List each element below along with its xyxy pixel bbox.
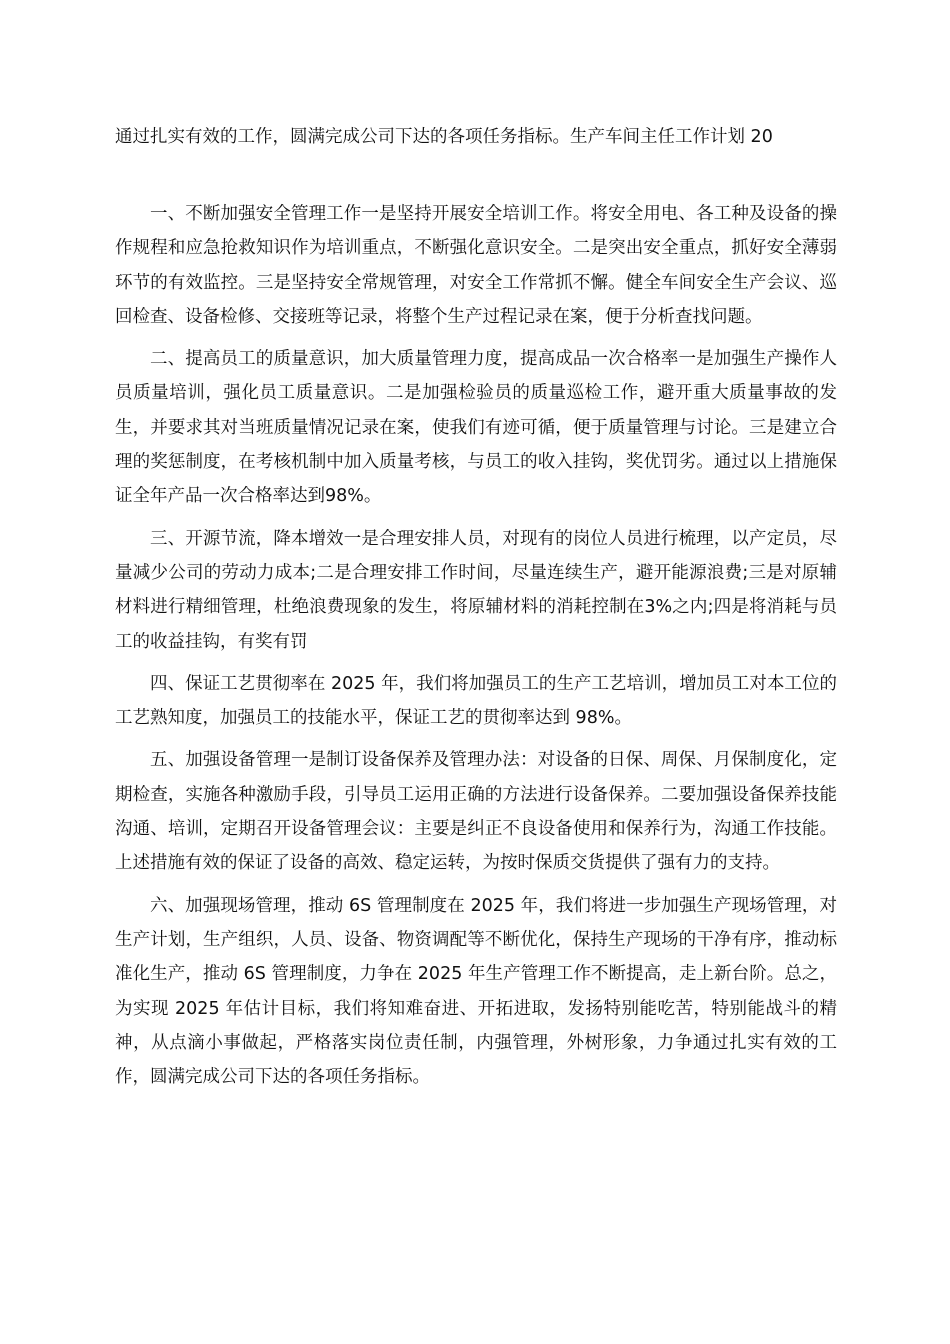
paragraph-equipment: 五、加强设备管理一是制订设备保养及管理办法：对设备的日保、周保、月保制度化，定期检查，实施各种激励手段，引导员工运用正确的方法进行设备保养。二要加强设备保养技能沟通、培训，定期召开设备管理会议：主要是纠正不良设备使用和保养行为，沟通工作技能。上述措施有效的保证了设备的高效、稳定运转，为按时保质交货提供了强有力的支持。: [115, 750, 837, 874]
paragraph-process: 四、保证工艺贯彻率在 2025 年，我们将加强员工的生产工艺培训，增加员工对本工位的工艺熟知度，加强员工的技能水平，保证工艺的贯彻率达到 98%。: [115, 673, 837, 729]
paragraph-site-management: 六、加强现场管理，推动 6S 管理制度在 2025 年，我们将进一步加强生产现场管理，对生产计划，生产组织，人员、设备、物资调配等不断优化，保持生产现场的干净有序，推动标准化生产，推动 6S 管理制度，力争在 2025 年生产管理工作不断提高，走上新台阶。总之，为实现 2025 年估计目标，我们将知难奋进、开拓进取，发扬特别能吃苦，特别能战斗的精神，从点滴小事做起，严格落实岗位责任制，内强管理，外树形象，力争通过扎实有效的工作，圆满完成公司下达的各项任务指标。: [115, 895, 837, 1088]
paragraph-quality: 二、提高员工的质量意识，加大质量管理力度，提高成品一次合格率一是加强生产操作人员质量培训，强化员工质量意识。二是加强检验员的质量巡检工作，避开重大质量事故的发生，并要求其对当班质量情况记录在案，使我们有迹可循，便于质量管理与讨论。三是建立合理的奖惩制度，在考核机制中加入质量考核，与员工的收入挂钩，奖优罚劣。通过以上措施保证全年产品一次合格率达到98%。: [115, 349, 837, 507]
document-body: [115, 197, 837, 1102]
paragraph-safety: 一、不断加强安全管理工作一是坚持开展安全培训工作。将安全用电、各工种及设备的操作规程和应急抢救知识作为培训重点，不断强化意识安全。二是突出安全重点，抓好安全薄弱环节的有效监控。三是坚持安全常规管理，对安全工作常抓不懈。健全车间安全生产会议、巡回检查、设备检修、交接班等记录，将整个生产过程记录在案，便于分析查找问题。: [115, 204, 837, 327]
continuation-line: 通过扎实有效的工作，圆满完成公司下达的各项任务指标。生产车间主任工作计划 20: [115, 127, 773, 147]
paragraph-cost: 三、开源节流，降本增效一是合理安排人员，对现有的岗位人员进行梳理，以产定员，尽量减少公司的劳动力成本;二是合理安排工作时间，尽量连续生产，避开能源浪费;三是对原辅材料进行精细管理，杜绝浪费现象的发生，将原辅材料的消耗控制在3%之内;四是将消耗与员工的收益挂钩，有奖有罚: [115, 528, 837, 652]
